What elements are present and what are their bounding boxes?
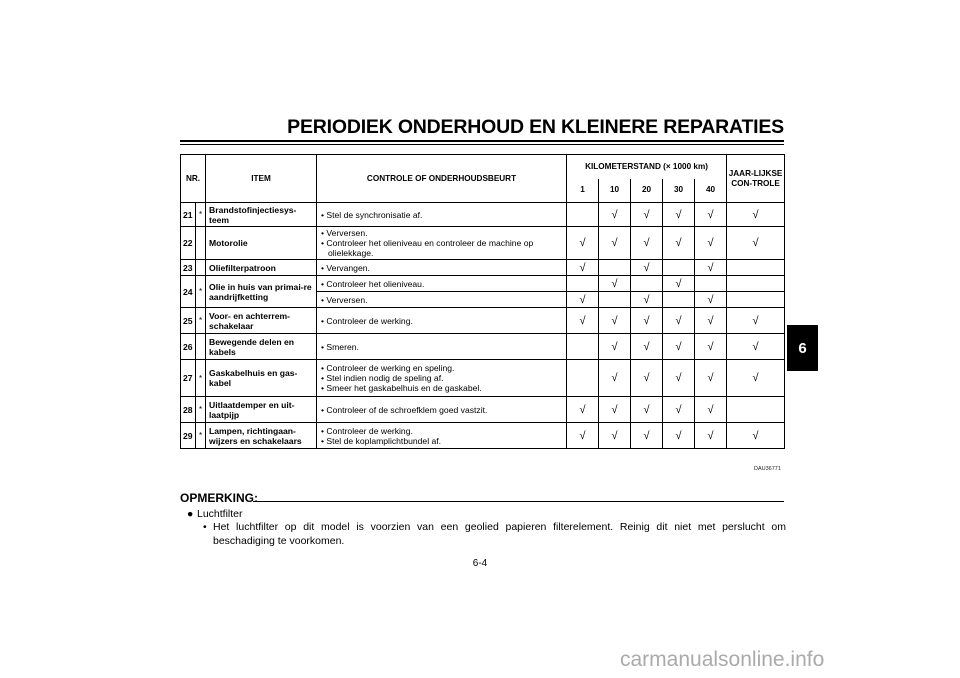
control-line: • Controleer of de schroefklem goed vastzit.	[321, 404, 488, 415]
check-icon: √	[752, 372, 759, 384]
note-bullet-2: • Het luchtfilter op dit model is voorzien van een geolied papieren filterelement. Reinig dit niet met perslucht om beschadiging te voorkomen.	[203, 521, 786, 547]
check-icon: √	[675, 340, 682, 353]
check-icon: √	[643, 372, 650, 384]
title-rule-thin	[180, 144, 784, 145]
title-rule-thick	[180, 140, 784, 142]
check-cell	[599, 227, 631, 260]
check-icon: √	[707, 314, 714, 327]
check-icon: √	[675, 372, 682, 384]
header-km-30: 30	[663, 179, 695, 203]
check-cell	[599, 292, 631, 308]
check-cell	[599, 334, 631, 360]
check-cell	[567, 203, 599, 227]
control-line: • Controleer de werking.	[321, 315, 413, 326]
row-star: *	[196, 276, 206, 308]
check-icon: √	[752, 208, 759, 221]
row-item: Brandstofinjectiesys-teem	[206, 203, 317, 227]
header-annual: JAAR-LIJKSE CON-TROLE	[727, 155, 785, 203]
check-cell	[631, 308, 663, 334]
check-cell	[695, 227, 727, 260]
check-icon: √	[643, 208, 650, 221]
table-row	[181, 276, 785, 292]
check-cell	[727, 203, 785, 227]
check-icon: √	[611, 429, 618, 442]
row-control	[317, 260, 567, 276]
check-cell	[695, 397, 727, 423]
page-number: 6-4	[472, 558, 488, 569]
check-cell	[631, 227, 663, 260]
header-km-40: 40	[695, 179, 727, 203]
document-code: DAU36771	[754, 466, 781, 472]
row-control	[317, 203, 567, 227]
row-number: 23	[181, 260, 196, 276]
control-line: • Controleer de werking.	[321, 425, 413, 436]
check-icon: √	[611, 237, 618, 249]
control-line: • Smeren.	[321, 341, 359, 352]
check-icon: √	[579, 314, 586, 327]
check-cell	[727, 292, 785, 308]
check-icon: √	[675, 277, 682, 290]
check-icon: √	[643, 314, 650, 327]
control-line: • Smeer het gaskabelhuis en de gaskabel.	[321, 383, 482, 393]
check-cell	[631, 276, 663, 292]
table-row	[181, 227, 785, 260]
check-cell	[631, 423, 663, 449]
row-control	[317, 397, 567, 423]
row-control	[317, 276, 567, 292]
table-row	[181, 423, 785, 449]
check-icon: √	[707, 261, 714, 274]
check-cell	[567, 360, 599, 397]
control-line: • Stel de koplamplichtbundel af.	[321, 435, 442, 446]
table-row	[181, 334, 785, 360]
control-line: • Verversen.	[321, 228, 368, 238]
check-cell	[663, 308, 695, 334]
row-star: *	[196, 308, 206, 334]
check-icon: √	[707, 293, 714, 306]
control-line: • Controleer het olieniveau.	[321, 278, 425, 289]
check-cell	[599, 260, 631, 276]
row-number: 24	[181, 276, 196, 308]
note-heading: OPMERKING:	[180, 491, 258, 505]
header-km-10: 10	[599, 179, 631, 203]
check-cell	[567, 292, 599, 308]
row-number: 27	[181, 360, 196, 397]
row-control	[317, 334, 567, 360]
note-bullet-1: ● Luchtfilter	[187, 508, 243, 520]
row-control	[317, 360, 567, 397]
check-cell	[727, 334, 785, 360]
row-star: *	[196, 203, 206, 227]
check-cell	[695, 334, 727, 360]
row-control	[317, 308, 567, 334]
row-item: Uitlaatdemper en uit-laatpijp	[206, 397, 317, 423]
watermark: carmanualsonline.info	[620, 648, 825, 671]
row-item: Voor- en achterrem-schakelaar	[206, 308, 317, 334]
check-cell	[663, 276, 695, 292]
check-cell	[599, 397, 631, 423]
row-star: *	[196, 423, 206, 449]
check-cell	[631, 360, 663, 397]
table-row	[181, 308, 785, 334]
check-icon: √	[675, 208, 682, 221]
check-cell	[695, 292, 727, 308]
check-cell	[727, 360, 785, 397]
row-control	[317, 292, 567, 308]
check-cell	[663, 292, 695, 308]
control-line: • Stel de synchronisatie af.	[321, 209, 423, 220]
check-cell	[663, 227, 695, 260]
row-star	[196, 227, 206, 260]
check-cell	[663, 423, 695, 449]
check-icon: √	[707, 340, 714, 353]
check-icon: √	[752, 237, 759, 249]
check-cell	[599, 203, 631, 227]
header-nr: NR.	[181, 155, 206, 203]
check-cell	[727, 276, 785, 292]
check-icon: √	[675, 403, 682, 416]
row-star	[196, 260, 206, 276]
check-icon: √	[752, 314, 759, 327]
header-km-group: KILOMETERSTAND (× 1000 km)	[567, 155, 727, 179]
check-icon: √	[707, 208, 714, 221]
header-item: ITEM	[206, 155, 317, 203]
check-icon: √	[752, 429, 759, 442]
header-km-1: 1	[567, 179, 599, 203]
row-number: 29	[181, 423, 196, 449]
page-title: PERIODIEK ONDERHOUD EN KLEINERE REPARATIES	[287, 116, 784, 138]
check-icon: √	[707, 429, 714, 442]
check-icon: √	[752, 340, 759, 353]
check-cell	[663, 397, 695, 423]
header-control: CONTROLE OF ONDERHOUDSBEURT	[317, 155, 567, 203]
check-cell	[567, 276, 599, 292]
control-line: • Verversen.	[321, 294, 368, 305]
row-item: Oliefilterpatroon	[206, 260, 317, 276]
check-icon: √	[611, 340, 618, 353]
check-icon: √	[707, 372, 714, 384]
check-cell	[599, 423, 631, 449]
check-cell	[567, 260, 599, 276]
check-icon: √	[611, 372, 618, 384]
check-cell	[695, 203, 727, 227]
check-cell	[663, 203, 695, 227]
check-icon: √	[611, 208, 618, 221]
check-icon: √	[643, 340, 650, 353]
check-icon: √	[675, 314, 682, 327]
row-number: 22	[181, 227, 196, 260]
row-control	[317, 423, 567, 449]
check-cell	[727, 423, 785, 449]
table-row	[181, 360, 785, 397]
check-cell	[727, 308, 785, 334]
table-row	[181, 260, 785, 276]
bullet-small-icon: •	[203, 521, 207, 533]
header-km-20: 20	[631, 179, 663, 203]
row-item: Olie in huis van primai-re aandrijfketting	[206, 276, 317, 308]
row-control	[317, 227, 567, 260]
check-icon: √	[579, 403, 586, 416]
control-line: • Stel indien nodig de speling af.	[321, 373, 444, 383]
chapter-tab[interactable]: 6	[787, 325, 818, 371]
row-item: Motorolie	[206, 227, 317, 260]
check-icon: √	[675, 429, 682, 442]
check-cell	[663, 334, 695, 360]
maintenance-table	[180, 154, 785, 449]
bullet-dot-icon: ●	[187, 508, 194, 520]
check-cell	[695, 423, 727, 449]
check-cell	[727, 260, 785, 276]
check-cell	[727, 397, 785, 423]
check-cell	[695, 276, 727, 292]
row-item: Lampen, richtingaan-wijzers en schakelaars	[206, 423, 317, 449]
check-icon: √	[643, 293, 650, 306]
check-cell	[695, 308, 727, 334]
row-number: 28	[181, 397, 196, 423]
check-cell	[567, 397, 599, 423]
control-line: • Controleer de werking en speling.	[321, 363, 455, 373]
table-row	[181, 203, 785, 227]
check-cell	[599, 276, 631, 292]
check-icon: √	[643, 429, 650, 442]
check-cell	[599, 308, 631, 334]
check-cell	[567, 423, 599, 449]
check-icon: √	[611, 403, 618, 416]
row-number: 26	[181, 334, 196, 360]
check-cell	[599, 360, 631, 397]
check-icon: √	[643, 261, 650, 274]
check-cell	[631, 397, 663, 423]
note-rule	[253, 501, 784, 502]
check-icon: √	[675, 237, 682, 249]
row-item: Gaskabelhuis en gas-kabel	[206, 360, 317, 397]
check-cell	[631, 203, 663, 227]
row-number: 25	[181, 308, 196, 334]
check-cell	[727, 227, 785, 260]
row-star: *	[196, 360, 206, 397]
row-item: Bewegende delen en kabels	[206, 334, 317, 360]
check-icon: √	[611, 277, 618, 290]
check-icon: √	[579, 293, 586, 306]
check-cell	[663, 360, 695, 397]
check-cell	[695, 260, 727, 276]
check-icon: √	[707, 237, 714, 249]
check-icon: √	[643, 403, 650, 416]
check-cell	[631, 334, 663, 360]
check-icon: √	[707, 403, 714, 416]
check-cell	[567, 334, 599, 360]
control-line: • Controleer het olieniveau en controleer de machine op olielekkage.	[321, 238, 534, 258]
check-icon: √	[643, 237, 650, 249]
check-icon: √	[579, 261, 586, 274]
check-cell	[663, 260, 695, 276]
row-star	[196, 334, 206, 360]
check-cell	[631, 292, 663, 308]
row-star: *	[196, 397, 206, 423]
control-line: • Vervangen.	[321, 262, 370, 273]
table-row	[181, 397, 785, 423]
check-cell	[567, 227, 599, 260]
check-icon: √	[579, 429, 586, 442]
check-cell	[695, 360, 727, 397]
check-cell	[567, 308, 599, 334]
row-number: 21	[181, 203, 196, 227]
check-cell	[631, 260, 663, 276]
check-icon: √	[579, 237, 586, 249]
check-icon: √	[611, 314, 618, 327]
